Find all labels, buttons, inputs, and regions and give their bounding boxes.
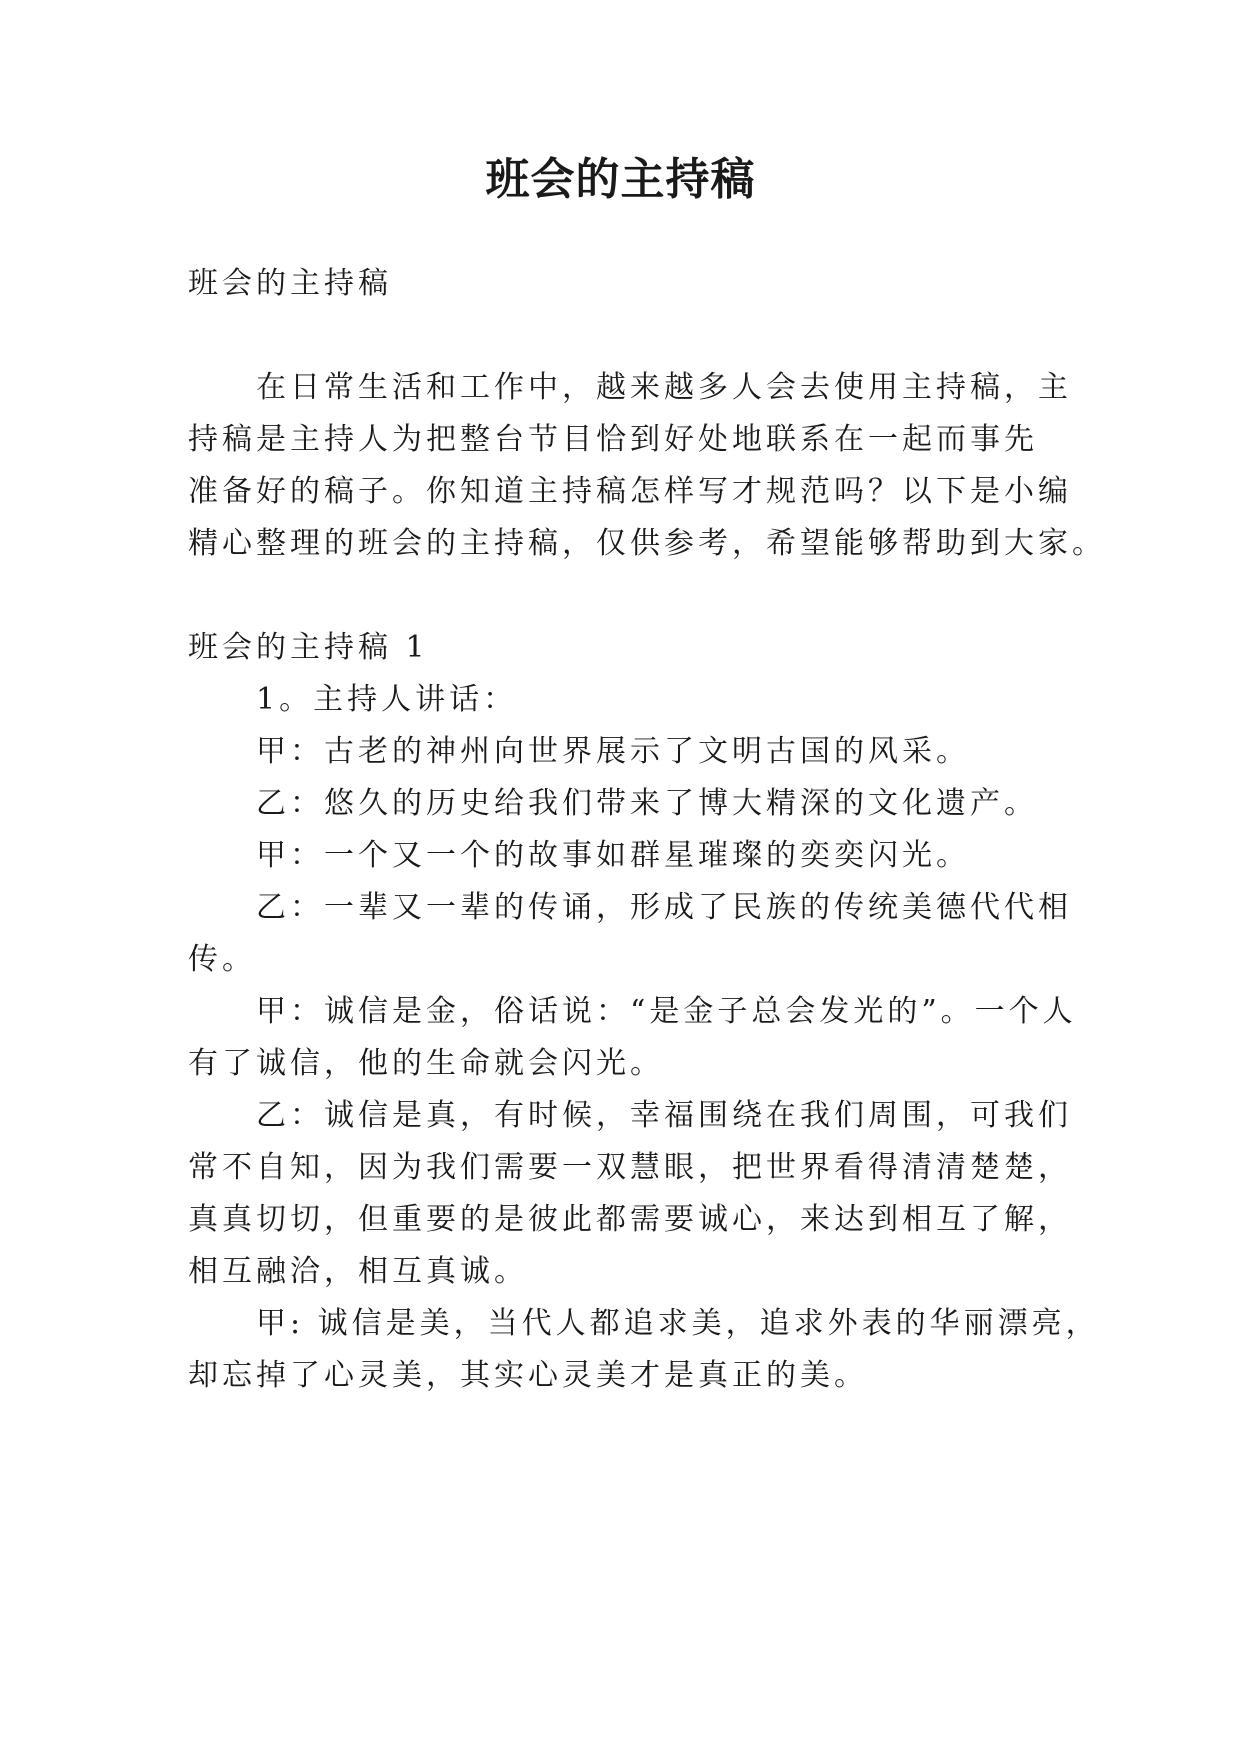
body-line: 相互融洽，相互真诚。 bbox=[188, 1254, 528, 1289]
document-subtitle: 班会的主持稿 bbox=[188, 266, 392, 301]
body-line: 常不自知，因为我们需要一双慧眼，把世界看得清清楚楚， bbox=[188, 1150, 1072, 1185]
intro-line: 精心整理的班会的主持稿，仅供参考，希望能够帮助到大家。 bbox=[188, 526, 1106, 561]
document-title: 班会的主持稿 bbox=[485, 154, 756, 205]
intro-line: 在日常生活和工作中，越来越多人会去使用主持稿，主 bbox=[256, 370, 1072, 405]
body-line: 真真切切，但重要的是彼此都需要诚心，来达到相互了解， bbox=[188, 1202, 1072, 1237]
body-line: 甲：一个又一个的故事如群星璀璨的奕奕闪光。 bbox=[256, 838, 970, 873]
body-line: 甲：诚信是金，俗话说：“是金子总会发光的”。一个人 bbox=[256, 994, 1077, 1029]
section-heading: 班会的主持稿 1 bbox=[188, 630, 429, 665]
body-line: 甲: 诚信是美，当代人都追求美，追求外表的华丽漂亮， bbox=[256, 1306, 1100, 1341]
body-line: 1。主持人讲话： bbox=[256, 682, 518, 717]
body-line: 甲：古老的神州向世界展示了文明古国的风采。 bbox=[256, 734, 970, 769]
body-line: 传。 bbox=[188, 942, 256, 977]
intro-line: 准备好的稿子。你知道主持稿怎样写才规范吗？以下是小编 bbox=[188, 474, 1072, 509]
intro-line: 持稿是主持人为把整台节目恰到好处地联系在一起而事先 bbox=[188, 422, 1038, 457]
body-line: 乙：悠久的历史给我们带来了博大精深的文化遗产。 bbox=[256, 786, 1038, 821]
body-line: 却忘掉了心灵美，其实心灵美才是真正的美。 bbox=[188, 1358, 868, 1393]
body-line: 乙：一辈又一辈的传诵，形成了民族的传统美德代代相 bbox=[256, 890, 1072, 925]
body-line: 有了诚信，他的生命就会闪光。 bbox=[188, 1046, 664, 1081]
body-line: 乙：诚信是真，有时候，幸福围绕在我们周围，可我们 bbox=[256, 1098, 1072, 1133]
